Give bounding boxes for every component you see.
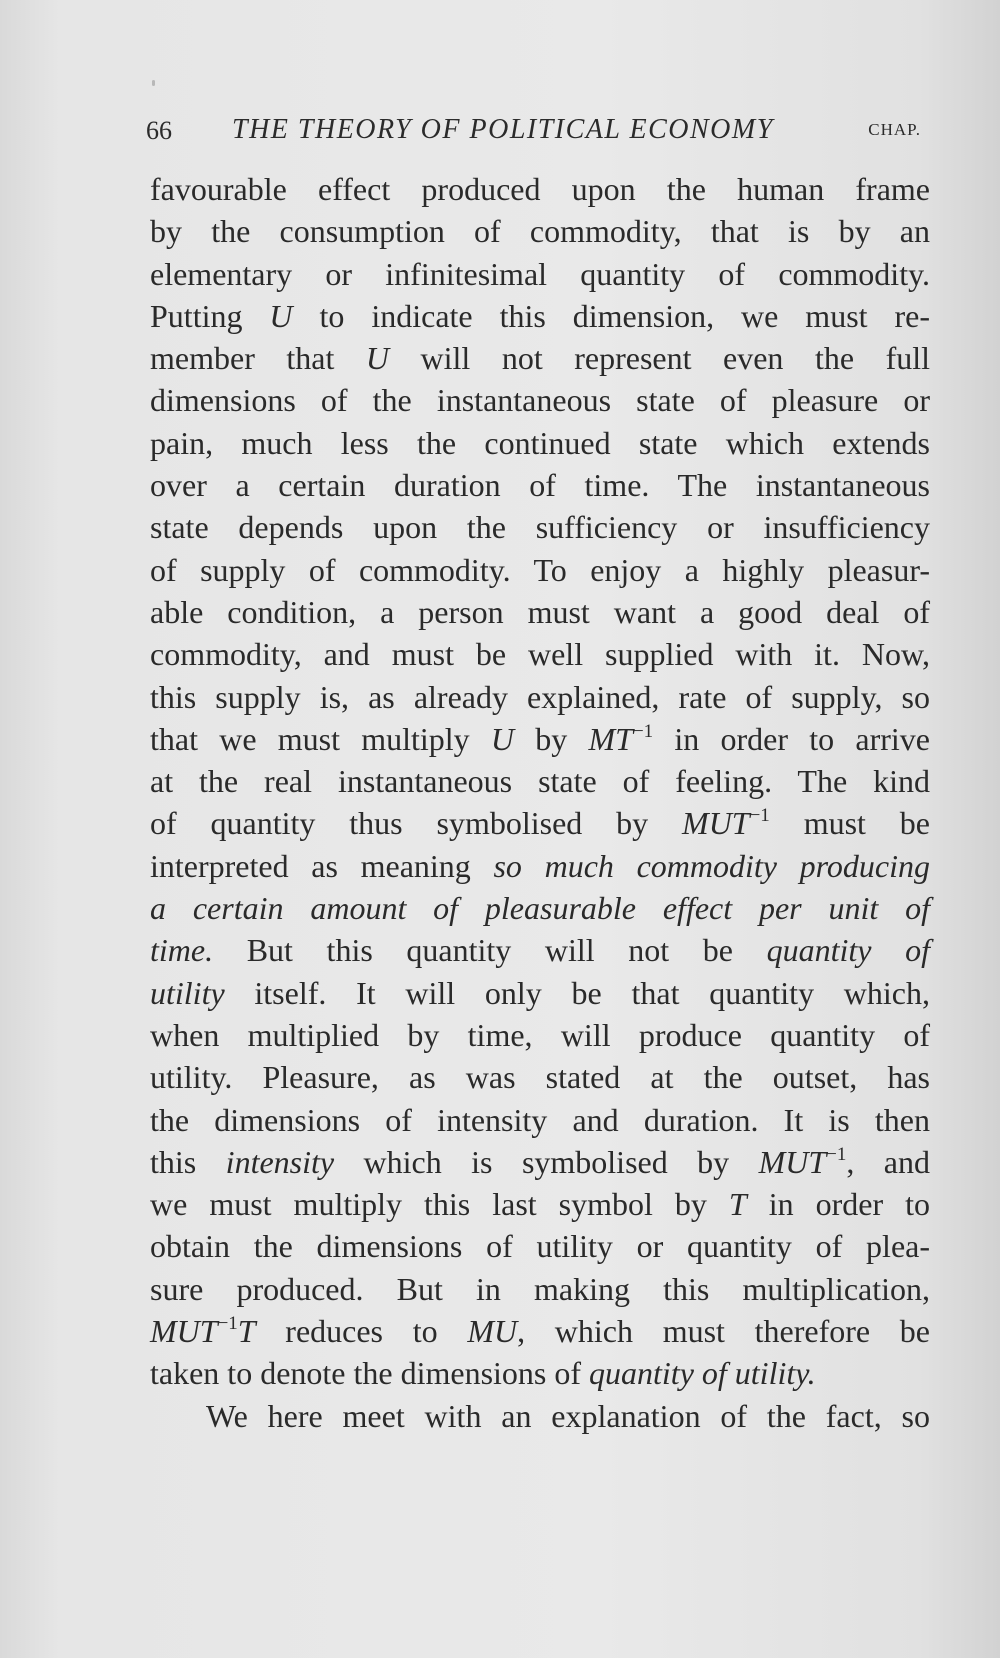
chapter-label: CHAP. xyxy=(868,120,921,139)
text-run: this supply is, as already explained, rate of supply, so xyxy=(150,678,930,715)
text-line xyxy=(150,1183,930,1225)
text-line xyxy=(150,1099,930,1141)
text-run: elementary or infinitesimal quantity of commodity. xyxy=(150,255,930,292)
page-header xyxy=(146,110,931,158)
superscript-exponent: −1 xyxy=(826,1143,847,1165)
text-line xyxy=(150,1395,930,1437)
text-line xyxy=(150,718,930,760)
text-run: utility. Pleasure, as was stated at the outset, has xyxy=(150,1059,930,1096)
text-line xyxy=(150,1225,930,1267)
superscript-exponent: −1 xyxy=(632,720,654,742)
text-run: state depends upon the sufficiency or insufficiency xyxy=(150,509,930,546)
text-line xyxy=(150,1310,930,1352)
text-line xyxy=(150,633,930,675)
text-run: interpreted as meaning xyxy=(150,847,494,884)
text-line xyxy=(150,210,930,252)
body-text xyxy=(150,168,930,1437)
text-run: sure produced. But in making this multiplication, xyxy=(150,1270,930,1307)
text-line xyxy=(150,591,930,633)
text-run: taken to denote the dimensions of xyxy=(150,1355,590,1392)
text-run: that we must multiply xyxy=(150,720,491,757)
text-run: reduces to xyxy=(255,1313,468,1350)
text-line xyxy=(150,760,930,802)
text-line xyxy=(150,506,930,548)
text-run: member that xyxy=(150,340,366,377)
italic-run: MT xyxy=(588,720,633,757)
text-run: by the consumption of commodity, that is by an xyxy=(150,213,930,250)
text-run: over a certain duration of time. The instantaneous xyxy=(150,467,930,504)
text-line xyxy=(150,379,930,421)
text-run: of quantity thus symbolised by xyxy=(150,805,683,842)
text-run: , which must therefore be xyxy=(517,1313,931,1350)
text-run: of supply of commodity. To enjoy a highly pleasur- xyxy=(150,551,930,588)
italic-run: MUT xyxy=(682,805,750,842)
text-line xyxy=(150,1268,930,1310)
italic-run: MUT xyxy=(150,1313,218,1350)
text-run: this xyxy=(150,1143,226,1180)
text-line xyxy=(150,253,930,295)
text-run: to indicate this dimension, we must re- xyxy=(292,297,930,334)
text-line xyxy=(150,464,930,506)
text-run: itself. It will only be that quantity which, xyxy=(224,974,930,1011)
text-line xyxy=(150,295,930,337)
text-run: favourable effect produced upon the human frame xyxy=(150,171,930,207)
superscript-exponent: −1 xyxy=(749,805,770,827)
italic-run: T xyxy=(728,1186,747,1223)
text-run: obtain the dimensions of utility or quantity of plea- xyxy=(150,1228,930,1265)
italic-run: T xyxy=(237,1313,256,1350)
text-run: But this quantity will not be xyxy=(213,932,767,969)
italic-run: so much commodity producing xyxy=(493,847,930,884)
italic-run: time. xyxy=(150,932,214,969)
text-run: , and xyxy=(846,1143,931,1180)
text-run: commodity, and must be well supplied with it. Now, xyxy=(150,636,930,673)
text-line xyxy=(150,1141,930,1183)
italic-run: utility xyxy=(150,974,225,1011)
text-run: Putting xyxy=(150,297,270,334)
italic-run: quantity of utility. xyxy=(589,1355,816,1392)
text-run: pain, much less the continued state which extends xyxy=(150,424,930,461)
text-line xyxy=(150,422,930,464)
text-line xyxy=(150,845,930,887)
italic-run: MU xyxy=(467,1313,518,1350)
italic-run: U xyxy=(269,297,293,334)
text-run: at the real instantaneous state of feeling. The kind xyxy=(150,763,930,800)
text-line xyxy=(150,337,930,379)
superscript-exponent: −1 xyxy=(217,1313,238,1335)
text-run: will not represent even the full xyxy=(388,340,930,377)
text-run: the dimensions of intensity and duration. It is then xyxy=(150,1101,930,1138)
text-line xyxy=(150,1056,930,1098)
italic-run: a certain amount of pleasurable effect per unit of xyxy=(150,890,930,927)
text-run: when multiplied by time, will produce quantity of xyxy=(150,1016,930,1053)
text-line xyxy=(150,676,930,718)
italic-run: MUT xyxy=(758,1143,827,1180)
text-run: by xyxy=(514,720,589,757)
italic-run: U xyxy=(490,720,515,757)
text-line xyxy=(150,929,930,971)
text-line xyxy=(150,1014,930,1056)
running-title: THE THEORY OF POLITICAL ECONOMY xyxy=(232,114,774,145)
italic-run: U xyxy=(365,340,389,377)
text-run: in order to arrive xyxy=(653,720,931,757)
page-number: 66 xyxy=(146,116,172,145)
text-line xyxy=(150,972,930,1014)
text-line xyxy=(150,802,930,844)
text-run: which is symbolised by xyxy=(334,1143,759,1180)
text-run: dimensions of the instantaneous state of pleasure or xyxy=(150,382,930,419)
text-line xyxy=(150,1352,930,1394)
text-line xyxy=(150,168,930,210)
italic-run: quantity of xyxy=(766,932,931,969)
text-run: we must multiply this last symbol by xyxy=(150,1186,729,1223)
text-line xyxy=(150,887,930,929)
text-run: We here meet with an explanation of the fact, so xyxy=(206,1397,930,1434)
text-run: must be xyxy=(769,805,930,842)
page-speck xyxy=(152,80,155,86)
italic-run: intensity xyxy=(225,1143,335,1180)
text-line xyxy=(150,549,930,591)
text-run: able condition, a person must want a good deal of xyxy=(150,593,930,630)
text-run: in order to xyxy=(746,1186,930,1223)
